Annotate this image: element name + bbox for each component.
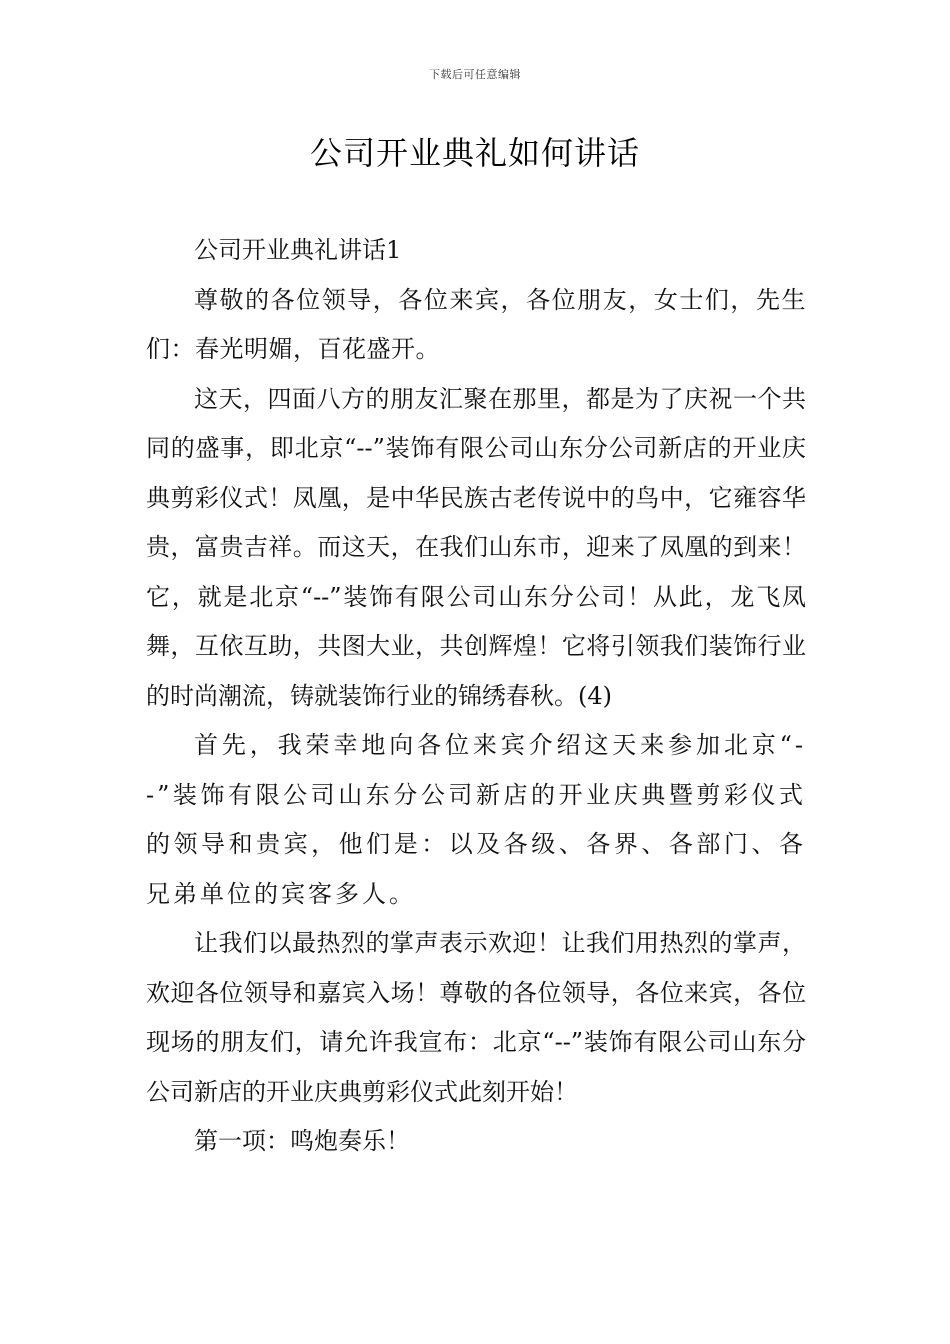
paragraph: 这天，四面八方的朋友汇聚在那里，都是为了庆祝一个共同的盛事，即北京“--”装饰有限公司山东分公司新店的开业庆典剪彩仪式！凤凰，是中华民族古老传说中的鸟中，它雍容华贵，富贵吉祥。而这天，在我们山东市，迎来了凤凰的到来！它，就是北京“--”装饰有限公司山东分公司！从此，龙飞凤舞，互依互助，共图大业，共创辉煌！它将引领我们装饰行业的时尚潮流，铸就装饰行业的锦绣春秋。(4) [146, 384, 806, 710]
paragraph-subtitle: 公司开业典礼讲话1 [194, 236, 402, 264]
paragraph: 第一项：鸣炮奏乐！ [194, 1127, 410, 1155]
paragraph: 首先，我荣幸地向各位来宾介绍这天来参加北京“--”装饰有限公司山东分公司新店的开业庆典暨剪彩仪式的领导和贵宾，他们是：以及各级、各界、各部门、各兄弟单位的宾客多人。 [146, 731, 806, 908]
document-body [146, 226, 806, 1167]
document-title: 公司开业典礼如何讲话 [309, 134, 640, 172]
paragraph: 让我们以最热烈的掌声表示欢迎！让我们用热烈的掌声，欢迎各位领导和嘉宾入场！尊敬的各位领导，各位来宾，各位现场的朋友们，请允许我宣布：北京“--”装饰有限公司山东分公司新店的开业庆典剪彩仪式此刻开始！ [146, 929, 806, 1106]
paragraph: 尊敬的各位领导，各位来宾，各位朋友，女士们，先生们：春光明媚，百花盛开。 [146, 285, 806, 363]
header-note: 下载后可任意编辑 [429, 68, 521, 81]
